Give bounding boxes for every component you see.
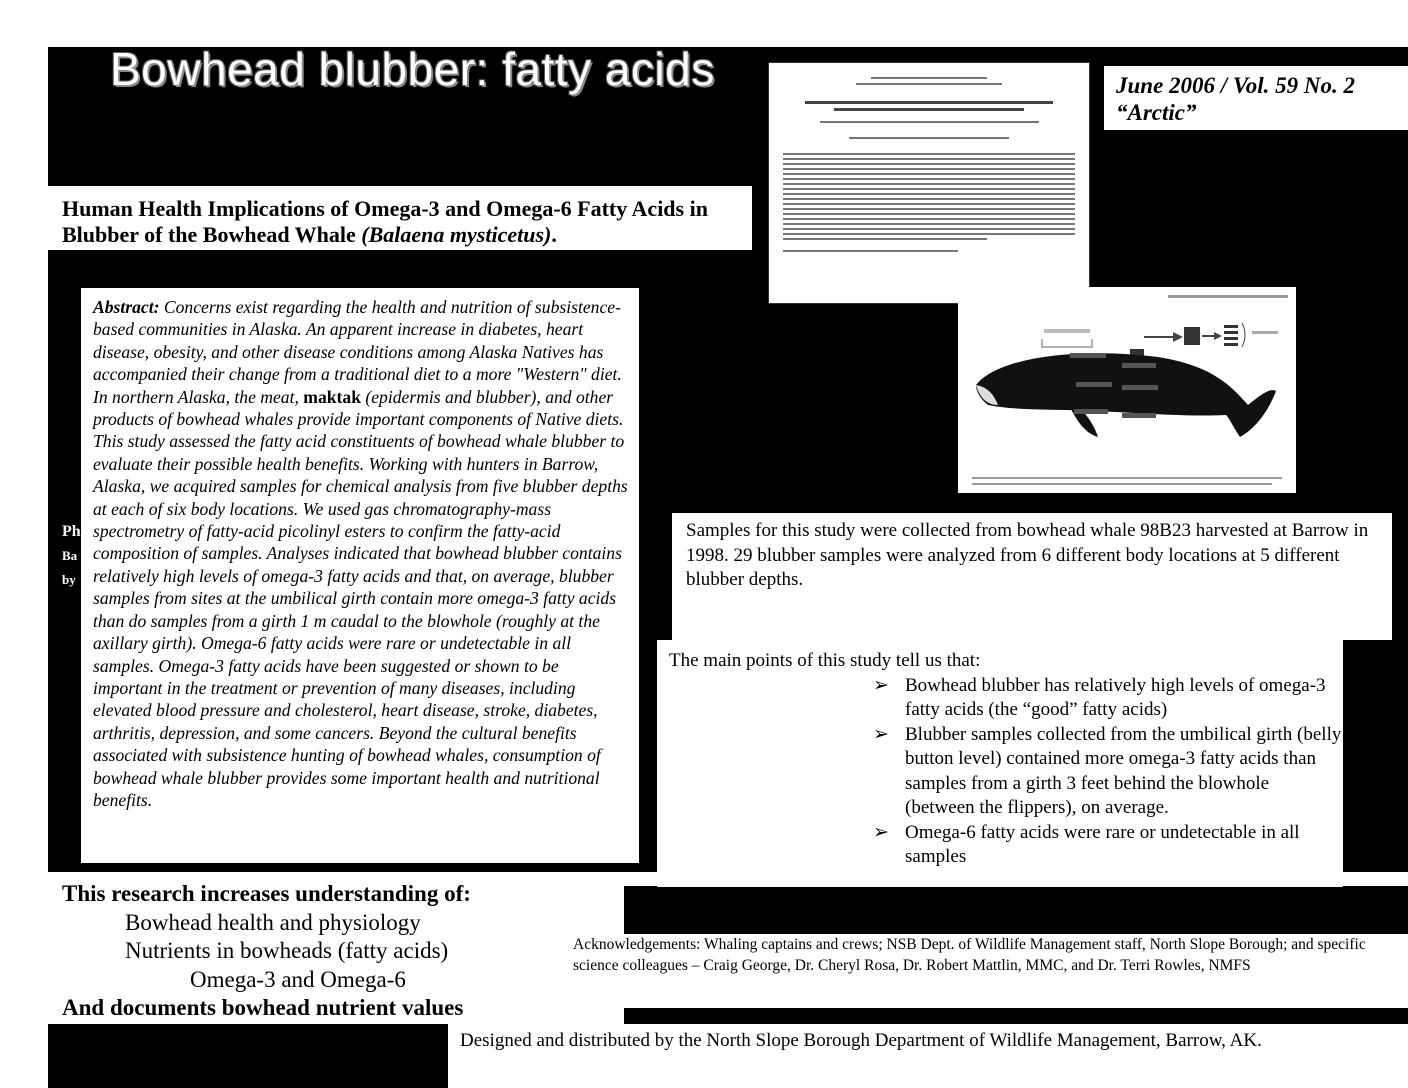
research-heading: This research increases understanding of:	[62, 881, 471, 906]
paper-first-page-image	[768, 62, 1090, 304]
paper-title	[48, 186, 752, 250]
paper-title-main: Human Health Implications of Omega-3 and Omega-6 Fatty Acids in Blubber of the Bowhead Whale	[62, 196, 708, 247]
main-points-box	[657, 640, 1343, 887]
arrow-bullet-icon: ➢	[873, 723, 889, 745]
journal-citation	[1104, 66, 1408, 130]
main-points-list	[669, 674, 1343, 870]
journal-issue: June 2006 / Vol. 59 No. 2	[1116, 73, 1355, 98]
research-item: Omega-3 and Omega-6	[190, 966, 406, 992]
samples-description: Samples for this study were collected from bowhead whale 98B23 harvested at Barrow in 1998. 29 blubber samples were analyzed from 6 different body locations at 5 different blubber depths.	[672, 513, 1392, 640]
research-item: Nutrients in bowheads (fatty acids)	[125, 938, 449, 963]
list-item: ➢ Omega-6 fatty acids were rare or undetectable in all samples	[873, 821, 1300, 867]
abstract-text-part2: (epidermis and blubber), and other products of bowhead whales provide important components of Native diets. This study assessed the fatty acid constituents of bowhead whale blubber to evaluate their possible health benefits. Working with hunters in Barrow, Alaska, we acquired samples for chemical analysis from five blubber depths at each of six body locations. We used gas chromatography-mass spectrometry of fatty-acid picolinyl esters to confirm the fatty-acid composition of samples. Analyses indicated that bowhead blubber contains relatively high levels of omega-3 fatty acids and that, on average, blubber samples from sites at the umbilical girth contain more omega-3 fatty acids than do samples from a girth 1 m caudal to the blowhole (roughly at the axillary girth). Omega-6 fatty acids were rare or undetectable in all samples. Omega-3 fatty acids have been suggested or shown to be important in the treatment or prevention of many diseases, including elevated blood pressure and cholesterol, heart disease, stroke, diabetes, arthritis, depression, and some cancers. Beyond the cultural benefits associated with subsistence hunting of bowhead whales, consumption of bowhead whale blubber provides some important health and nutritional benefits.	[93, 386, 628, 810]
paper-title-end: .	[551, 222, 557, 247]
research-summary	[48, 872, 624, 1024]
journal-name: “Arctic”	[1116, 100, 1197, 125]
paper-title-species: (Balaena mysticetus)	[361, 222, 552, 247]
main-points-intro: The main points of this study tell us that:	[669, 650, 981, 671]
research-item: Bowhead health and physiology	[125, 909, 421, 935]
arrow-bullet-icon: ➢	[873, 821, 889, 843]
black-lower-right-band	[624, 886, 1408, 934]
list-item: ➢ Bowhead blubber has relatively high levels of omega-3 fatty acids (the “good” fatty acids)	[873, 674, 1326, 720]
black-separator-strip	[624, 1008, 1408, 1024]
abstract-term-maktak: maktak	[303, 386, 361, 407]
abstract-text-part1: Concerns exist regarding the health and nutrition of subsistence-based communities in Alaska. An apparent increase in diabetes, heart disease, obesity, and other disease conditions among Alaska Natives has accompanied their change from a traditional diet to a more "Western" diet. In northern Alaska, the meat,	[93, 297, 622, 407]
page-title: Bowhead blubber: fatty acids	[110, 43, 715, 95]
whale-diagram-icon	[958, 287, 1296, 493]
list-item: ➢ Blubber samples collected from the umbilical girth (belly button level) contained more omega-3 fatty acids than samples from a girth 3 feet behind the blowhole (between the flippers), on average.	[873, 723, 1342, 818]
photo-caption-fragment: Ph Ba by	[62, 523, 81, 587]
abstract-label: Abstract:	[93, 297, 160, 317]
whale-sampling-figure	[958, 287, 1296, 493]
arrow-bullet-icon: ➢	[873, 674, 889, 696]
research-footer: And documents bowhead nutrient values	[62, 995, 464, 1020]
black-footer-block	[48, 1024, 448, 1088]
designed-by-credit: Designed and distributed by the North Slope Borough Department of Wildlife Management, Barrow, AK.	[460, 1030, 1262, 1051]
acknowledgements: Acknowledgements: Whaling captains and crews; NSB Dept. of Wildlife Management staff, North Slope Borough; and specific science colleagues – Craig George, Dr. Cheryl Rosa, Dr. Robert Mattlin, MMC, and Dr. Terri Rowles, NMFS	[573, 936, 1366, 974]
abstract-box	[81, 288, 639, 863]
